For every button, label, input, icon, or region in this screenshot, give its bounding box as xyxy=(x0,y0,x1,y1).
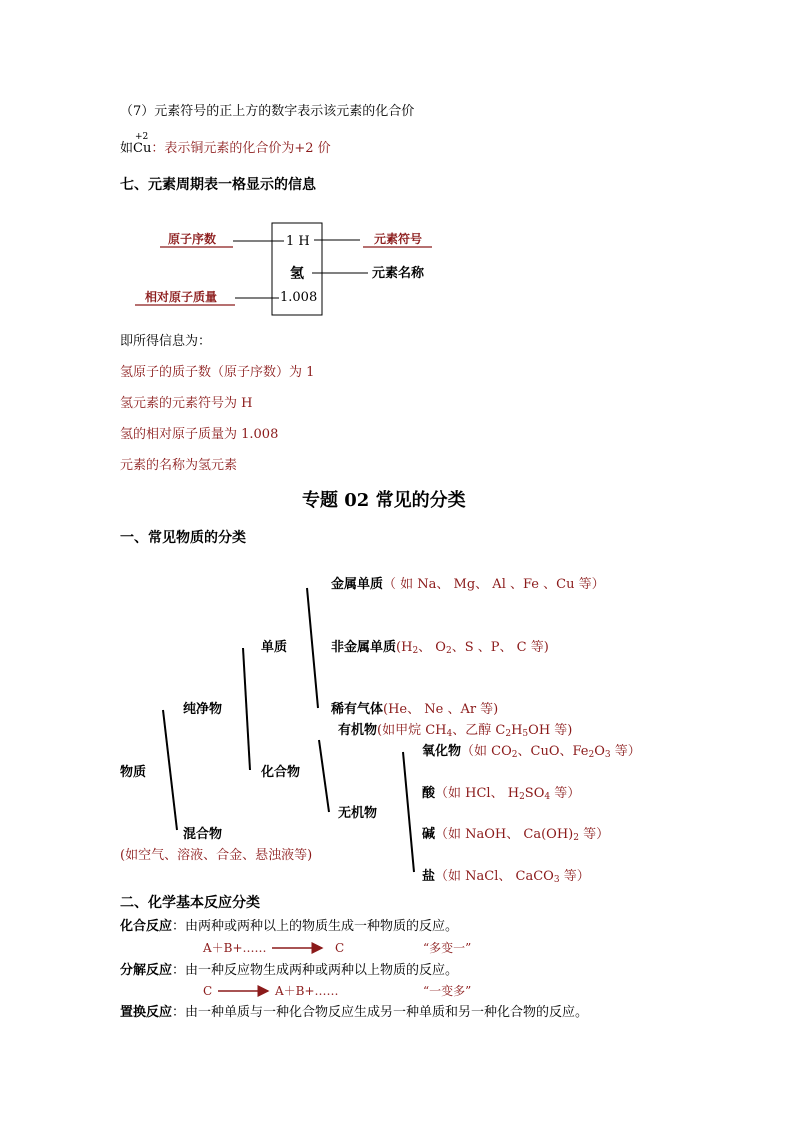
acid-examples: （如 HCl、 $H_2SO_4$ 等） xyxy=(435,786,581,802)
node-salt: 盐（如 NaCl、 CaCO$_3$ 等） xyxy=(422,869,590,885)
node-element: 单质 xyxy=(261,640,288,655)
section-2-heading: 二、化学基本反应分类 xyxy=(120,895,260,911)
noble-gas-examples: (He、 Ne 、Ar 等) xyxy=(383,702,499,717)
topic-title: 专题 02 常见的分类 xyxy=(302,490,466,511)
item-7-text: （7）元素符号的正上方的数字表示该元素的化合价 xyxy=(120,104,415,119)
combination-motto: “多变一” xyxy=(423,941,472,955)
node-inorganic: 无机物 xyxy=(338,806,378,821)
decomposition-left: C xyxy=(203,984,213,998)
example-explanation: ：表示铜元素的化合价为+2 价 xyxy=(151,141,331,156)
label-symbol: 元素符号 xyxy=(374,232,423,246)
node-nonmetal: 非金属单质($H_2$、 $O_2$、S 、P、 C 等) xyxy=(331,640,549,656)
node-mixture: 混合物 xyxy=(183,827,223,842)
label-atomic-number: 原子序数 xyxy=(168,232,217,246)
nonmetal-examples: ($H_2$、 $O_2$、S 、P、 C 等) xyxy=(396,640,549,656)
displacement-reaction-def: 置换反应：由一种单质与一种化合物反应生成另一种单质和另一种化合物的反应。 xyxy=(120,1005,589,1020)
metal-examples: （ 如 Na、 Mg、 Al 、Fe 、Cu 等） xyxy=(383,577,605,592)
node-metal: 金属单质（ 如 Na、 Mg、 Al 、Fe 、Cu 等） xyxy=(331,577,605,592)
section-1-heading: 一、常见物质的分类 xyxy=(120,530,246,546)
node-base: 碱（如 NaOH、 $Ca(OH)_2$ 等） xyxy=(422,827,610,843)
info-line: 元素的名称为氢元素 xyxy=(120,458,238,473)
example-prefix: 如 xyxy=(120,141,134,156)
section-7-heading: 七、元素周期表一格显示的信息 xyxy=(120,177,316,193)
node-acid: 酸（如 HCl、 $H_2SO_4$ 等） xyxy=(422,786,581,802)
node-matter: 物质 xyxy=(120,765,147,780)
charge-superscript: +2 xyxy=(135,132,149,142)
node-compound: 化合物 xyxy=(261,765,301,780)
label-element-name: 元素名称 xyxy=(372,266,425,281)
combination-right: C xyxy=(335,941,345,955)
salt-examples: （如 NaCl、 CaCO$_3$ 等） xyxy=(435,869,590,885)
node-oxide: 氧化物（如 $CO_2$、CuO、$Fe_2O_3$ 等） xyxy=(422,744,641,760)
node-pure-substance: 纯净物 xyxy=(183,702,223,717)
node-organic: 有机物(如甲烷 $CH_4$、乙醇 $C_2H_5OH$ 等) xyxy=(338,723,573,739)
oxide-examples: （如 $CO_2$、CuO、$Fe_2O_3$ 等） xyxy=(461,744,641,760)
node-noble-gas: 稀有气体(He、 Ne 、Ar 等) xyxy=(331,702,499,717)
cu-symbol: +2 Cu xyxy=(133,132,152,156)
cell-number-symbol: 1 H xyxy=(286,234,310,249)
info-line: 氢的相对原子质量为 1.008 xyxy=(120,427,279,442)
mixture-examples: (如空气、溶液、合金、悬浊液等) xyxy=(120,848,313,863)
combination-reaction-def: 化合反应：由两种或两种以上的物质生成一种物质的反应。 xyxy=(120,919,459,934)
info-line: 氢原子的质子数（原子序数）为 1 xyxy=(120,365,315,380)
decomposition-right: A＋B+…… xyxy=(275,984,339,998)
decomposition-motto: “一变多” xyxy=(423,984,472,998)
decomposition-reaction-def: 分解反应：由一种反应物生成两种或两种以上物质的反应。 xyxy=(120,963,459,978)
label-relative-mass: 相对原子质量 xyxy=(145,290,218,304)
combination-left: A＋B+…… xyxy=(203,941,267,955)
info-intro: 即所得信息为： xyxy=(120,334,212,349)
cell-mass: 1.008 xyxy=(280,290,318,305)
base-examples: （如 NaOH、 $Ca(OH)_2$ 等） xyxy=(435,827,610,843)
organic-examples: (如甲烷 $CH_4$、乙醇 $C_2H_5OH$ 等) xyxy=(377,723,573,739)
info-line: 氢元素的元素符号为 H xyxy=(120,396,253,411)
cell-element-name: 氢 xyxy=(290,266,304,282)
